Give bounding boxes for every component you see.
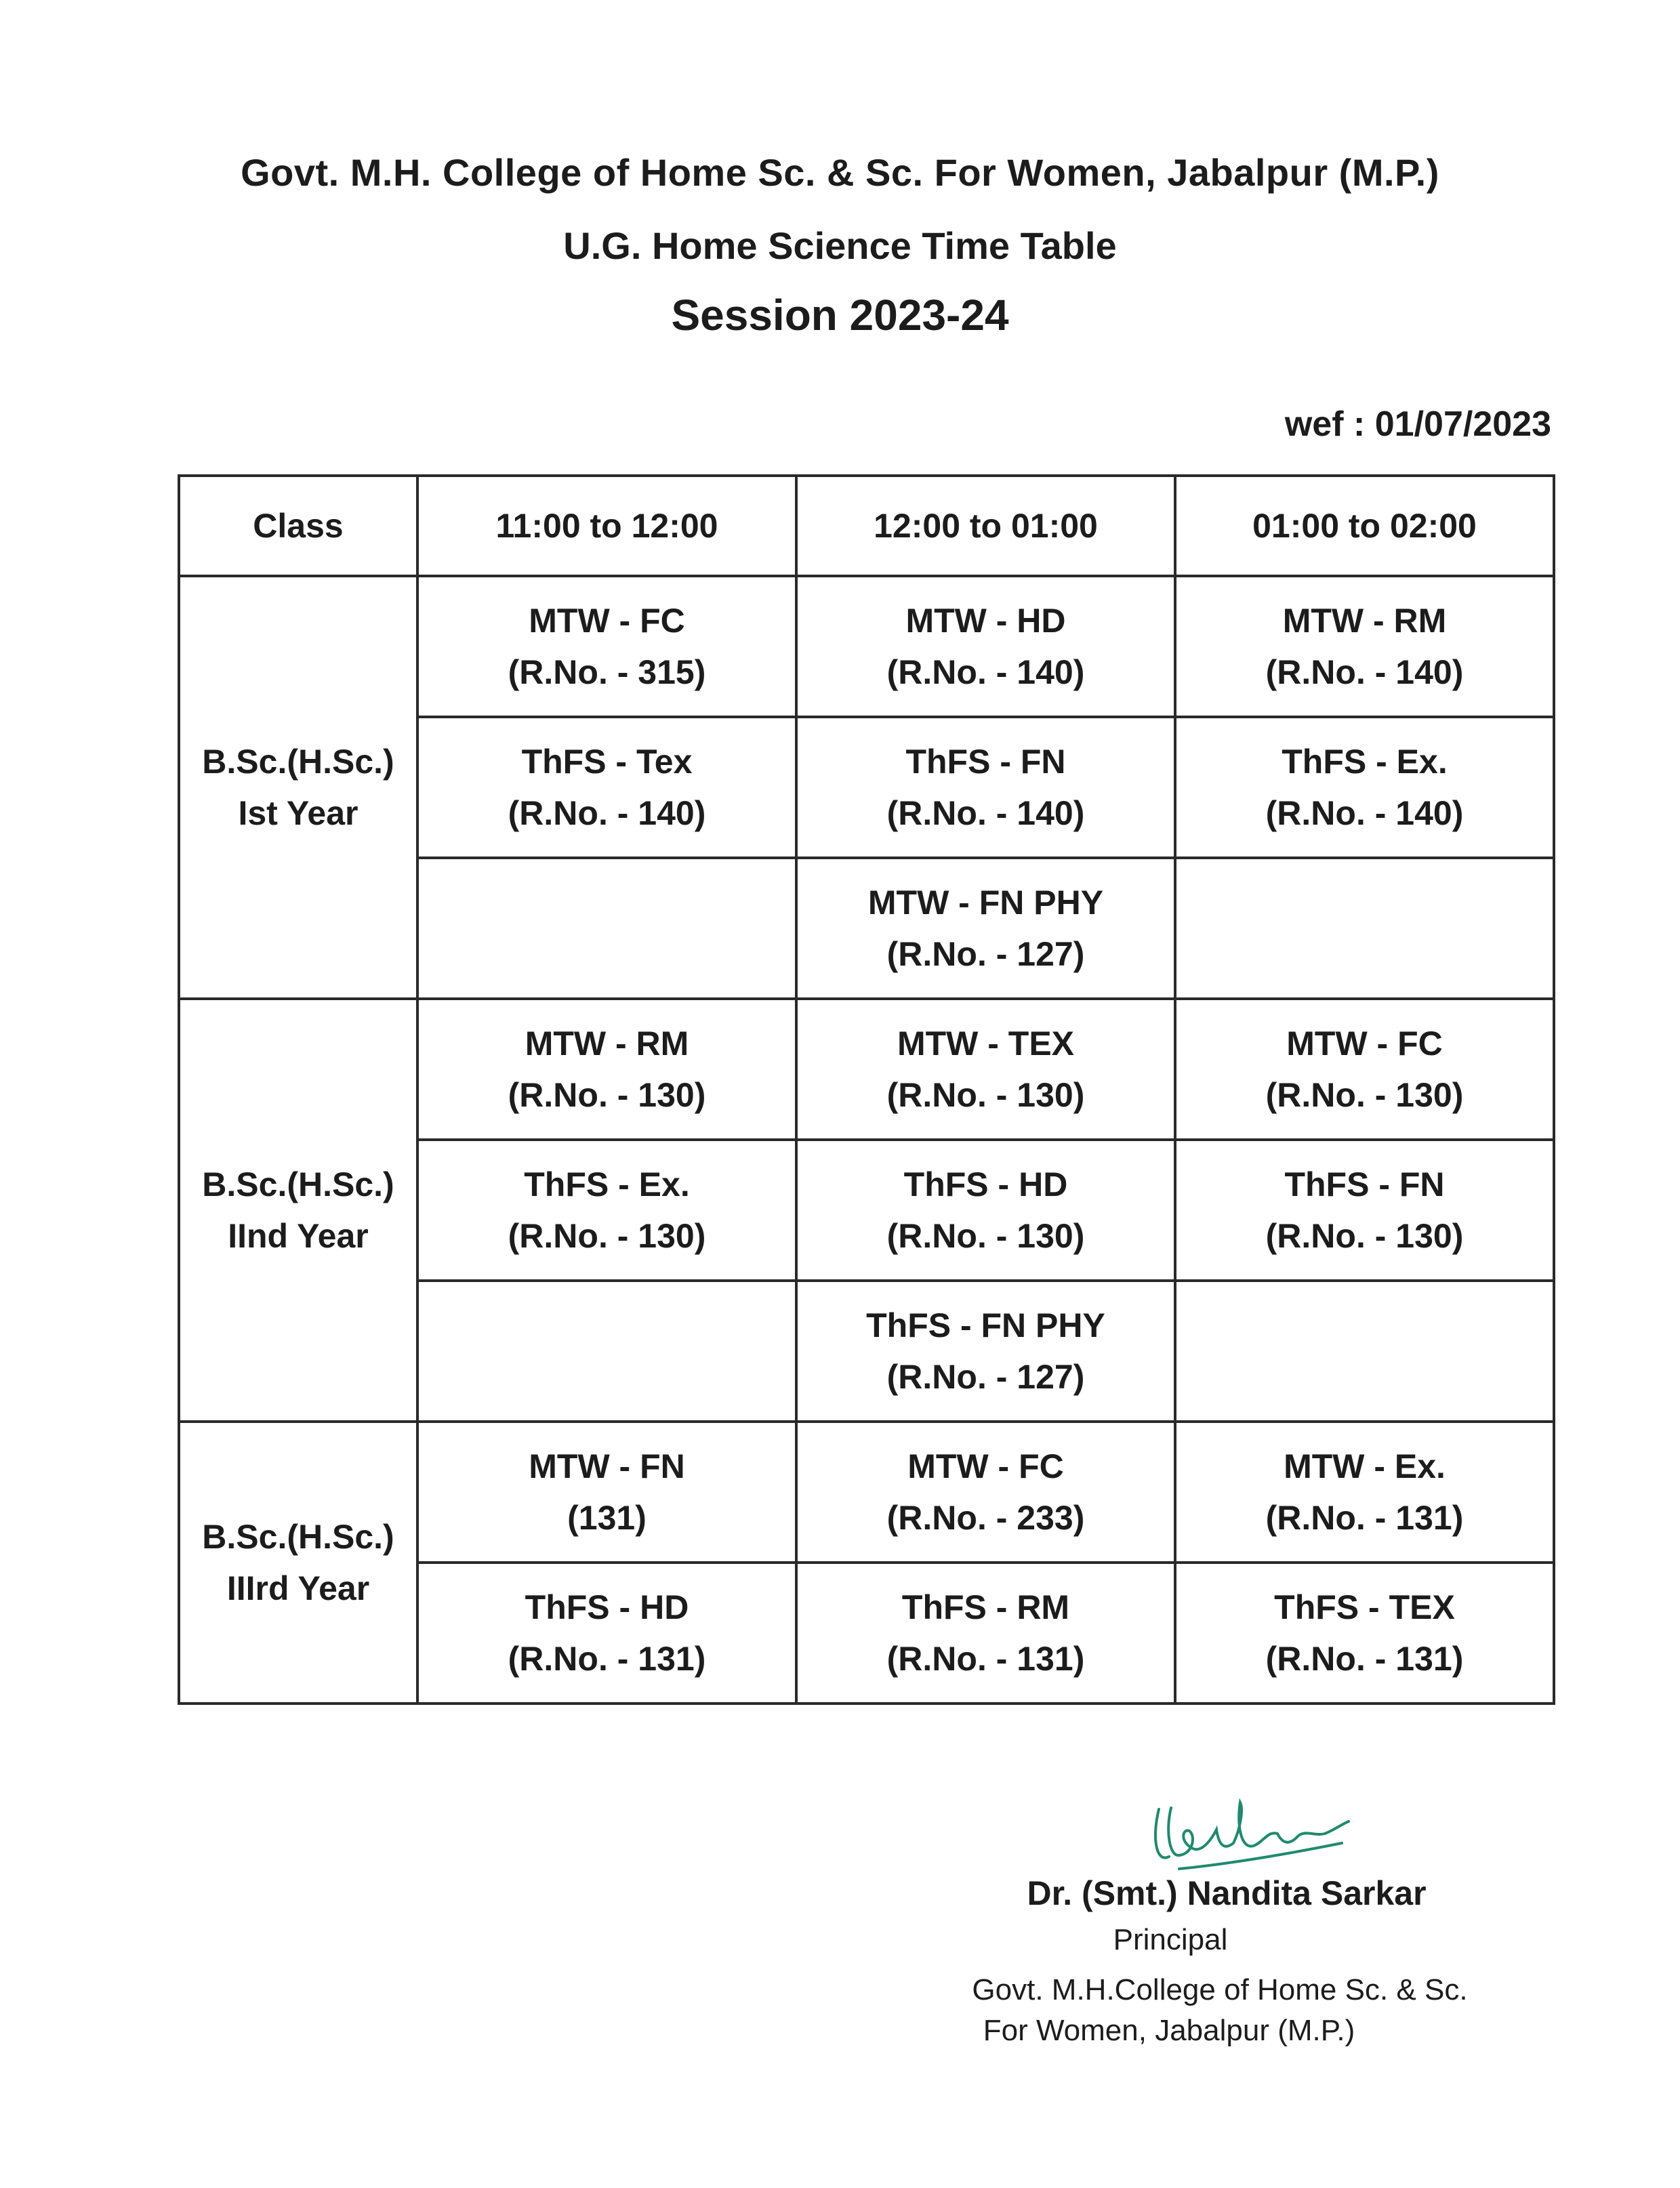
subject-label: MTW - FC [529, 602, 685, 640]
table-row [179, 999, 1554, 1140]
slot-cell [796, 1140, 1175, 1281]
header-row [179, 476, 1554, 576]
signature-mark [1139, 1789, 1355, 1877]
slot-cell [1175, 1422, 1554, 1563]
slot-cell [1175, 1563, 1554, 1704]
subject-label: MTW - FN PHY [867, 884, 1104, 922]
room-label: (131) [567, 1499, 647, 1537]
document-title: U.G. Home Science Time Table [563, 224, 1117, 267]
class-year: Ist Year [238, 794, 358, 832]
timetable [178, 474, 1555, 1705]
room-label: (R.No. - 130) [886, 1076, 1085, 1114]
room-label: (R.No. - 140) [886, 653, 1085, 691]
subject-label: ThFS - FN [1284, 1165, 1445, 1203]
table-row [179, 1422, 1554, 1563]
slot-cell [1175, 858, 1554, 999]
subject-label: MTW - TEX [897, 1025, 1075, 1062]
slot-cell [796, 717, 1175, 858]
signatory-name: Dr. (Smt.) Nandita Sarkar [1027, 1874, 1427, 1912]
room-label: (R.No. - 127) [886, 1358, 1085, 1396]
room-label: (R.No. - 233) [886, 1499, 1085, 1537]
room-label: (R.No. - 130) [1265, 1217, 1464, 1255]
class-cell [179, 999, 417, 1422]
slot-cell [796, 576, 1175, 717]
signatory-role: Principal [1113, 1923, 1228, 1956]
slot-cell [417, 858, 796, 999]
room-label: (R.No. - 127) [886, 935, 1085, 973]
subject-label: ThFS - Ex. [1282, 743, 1448, 781]
slot-cell [796, 1281, 1175, 1422]
subject-label: MTW - RM [1282, 602, 1447, 640]
slot-cell [1175, 1281, 1554, 1422]
subject-label: ThFS - HD [903, 1165, 1068, 1203]
header-slot-1: 11:00 to 12:00 [417, 476, 796, 576]
subject-label: MTW - Ex. [1284, 1447, 1446, 1485]
room-label: (R.No. - 140) [1265, 653, 1464, 691]
class-cell [179, 1422, 417, 1704]
room-label: (R.No. - 131) [1265, 1640, 1464, 1678]
room-label: (R.No. - 130) [1265, 1076, 1464, 1114]
room-label: (R.No. - 315) [508, 653, 706, 691]
effective-date: wef : 01/07/2023 [1284, 405, 1551, 444]
room-label: (R.No. - 140) [1265, 794, 1464, 832]
header-slot-2: 12:00 to 01:00 [796, 476, 1175, 576]
subject-label: ThFS - Ex. [524, 1165, 690, 1203]
room-label: (R.No. - 131) [508, 1640, 706, 1678]
slot-cell [417, 1422, 796, 1563]
class-name: B.Sc.(H.Sc.) [202, 1165, 394, 1203]
slot-cell [417, 717, 796, 858]
table-row [179, 576, 1554, 717]
subject-label: MTW - FC [1286, 1025, 1443, 1062]
room-label: (R.No. - 131) [1265, 1499, 1464, 1537]
subject-label: MTW - FN [529, 1447, 685, 1485]
institution-line-1: Govt. M.H.College of Home Sc. & Sc. [972, 1973, 1468, 2006]
header-slot-3: 01:00 to 02:00 [1175, 476, 1554, 576]
class-cell [179, 576, 417, 999]
slot-cell [1175, 1140, 1554, 1281]
subject-label: MTW - FC [907, 1447, 1064, 1485]
subject-label: MTW - HD [905, 602, 1066, 640]
slot-cell [1175, 999, 1554, 1140]
class-year: IInd Year [228, 1217, 369, 1255]
room-label: (R.No. - 140) [886, 794, 1085, 832]
subject-label: ThFS - FN PHY [866, 1306, 1105, 1344]
subject-label: ThFS - RM [901, 1588, 1070, 1626]
subject-label: ThFS - TEX [1274, 1588, 1455, 1626]
subject-label: ThFS - Tex [521, 743, 693, 781]
room-label: (R.No. - 140) [508, 794, 706, 832]
subject-label: MTW - RM [525, 1025, 689, 1062]
slot-cell [796, 858, 1175, 999]
slot-cell [1175, 717, 1554, 858]
room-label: (R.No. - 130) [886, 1217, 1085, 1255]
timetable-body [179, 576, 1554, 1704]
header-class: Class [179, 476, 417, 576]
room-label: (R.No. - 130) [508, 1217, 706, 1255]
institution-line-2: For Women, Jabalpur (M.P.) [983, 2014, 1355, 2047]
slot-cell [417, 1140, 796, 1281]
slot-cell [417, 999, 796, 1140]
slot-cell [417, 576, 796, 717]
session-title: Session 2023-24 [671, 291, 1009, 339]
room-label: (R.No. - 131) [886, 1640, 1085, 1678]
subject-label: ThFS - HD [525, 1588, 689, 1626]
slot-cell [796, 999, 1175, 1140]
room-label: (R.No. - 130) [508, 1076, 706, 1114]
class-name: B.Sc.(H.Sc.) [202, 743, 394, 781]
slot-cell [1175, 576, 1554, 717]
subject-label: ThFS - FN [905, 743, 1066, 781]
slot-cell [796, 1563, 1175, 1704]
class-name: B.Sc.(H.Sc.) [202, 1518, 394, 1556]
college-title: Govt. M.H. College of Home Sc. & Sc. For Women, Jabalpur (M.P.) [241, 151, 1439, 194]
class-year: IIIrd Year [226, 1569, 370, 1607]
slot-cell [417, 1563, 796, 1704]
slot-cell [417, 1281, 796, 1422]
slot-cell [796, 1422, 1175, 1563]
